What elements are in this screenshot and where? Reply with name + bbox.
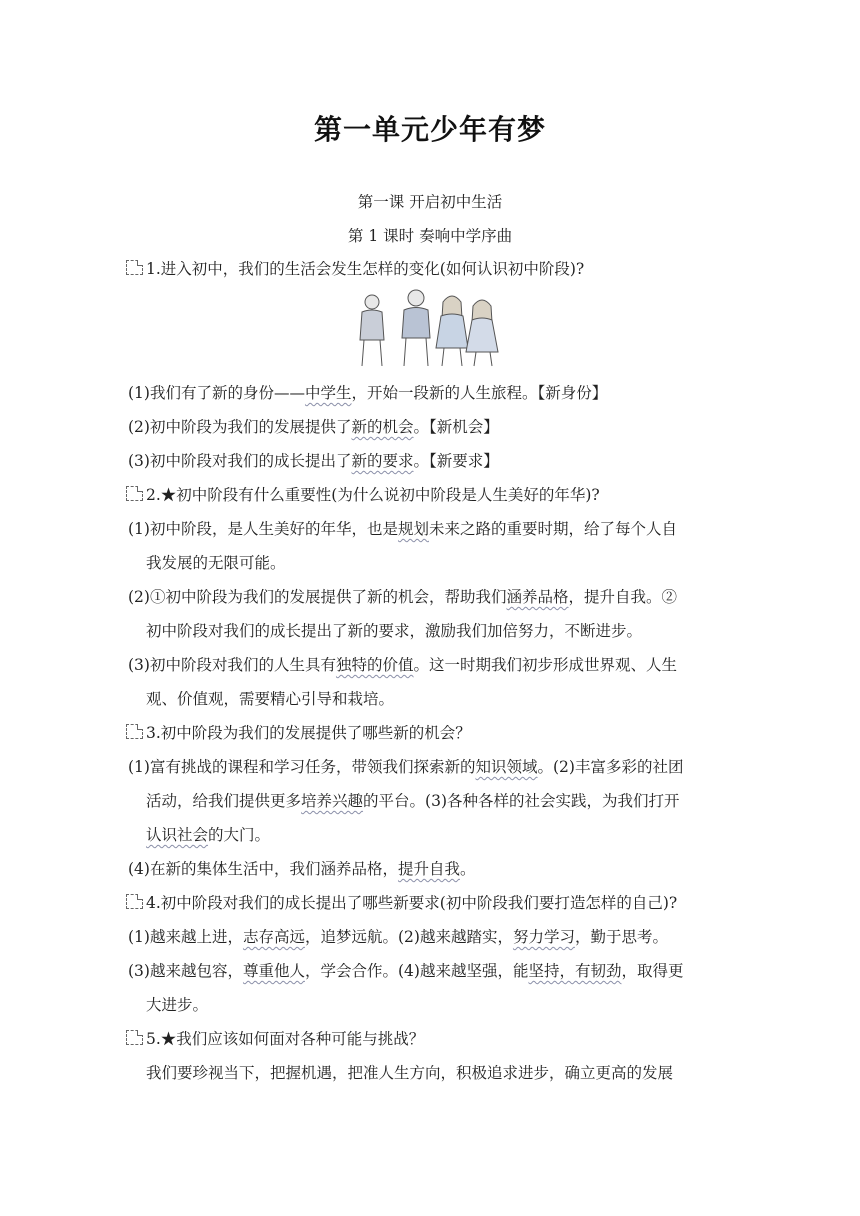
answer-4-line-1 (128, 927, 668, 947)
key-term: 知识领域 (475, 758, 538, 776)
question-2-text: 2.★初中阶段有什么重要性(为什么说初中阶段是人生美好的年华)? (146, 486, 600, 504)
text-segment: (1)我们有了新的身份—— (128, 384, 305, 402)
question-4-text: 4.初中阶段对我们的成长提出了哪些新要求(初中阶段我们要打造怎样的自己)? (146, 894, 678, 912)
question-3-text: 3.初中阶段为我们的发展提供了哪些新的机会？ (146, 724, 471, 742)
text-segment: (1)富有挑战的课程和学习任务，带领我们探索新的 (128, 758, 476, 776)
text-segment: (3)初中阶段对我们的人生具有 (128, 656, 336, 674)
answer-2-line-6: 观、价值观，需要精心引导和栽培。 (146, 690, 395, 708)
answer-1-2 (128, 417, 499, 437)
question-4 (126, 893, 677, 913)
text-segment: 。【新要求】 (413, 452, 499, 470)
key-term: 新的要求 (351, 452, 414, 470)
key-term: 志存高远 (242, 928, 305, 946)
key-term: 涵养品格 (506, 588, 569, 606)
text-segment: 未来之路的重要时期，给了每个人自 (428, 520, 677, 538)
lesson-title: 第一课 开启初中生活 (357, 193, 503, 211)
text-segment: (1)越来越上进， (128, 928, 243, 946)
question-2 (126, 485, 600, 505)
key-term: 提升自我 (397, 860, 460, 878)
text-segment: ，提升自我。② (568, 588, 677, 606)
answer-5-line-1: 我们要珍视当下，把握机遇，把准人生方向，积极追求进步，确立更高的发展 (146, 1064, 674, 1082)
text-segment: (3)越来越包容， (128, 962, 243, 980)
text-segment: (2)①初中阶段为我们的发展提供了新的机会，帮助我们 (128, 588, 507, 606)
key-term: 新的机会 (351, 418, 414, 436)
text-segment: ，勤于思考。 (574, 928, 668, 946)
text-segment: ，学会合作。(4)越来越坚强，能 (304, 962, 529, 980)
key-term: 尊重他人 (242, 962, 305, 980)
text-segment: 。(2)丰富多彩的社团 (537, 758, 684, 776)
answer-4-line-2 (128, 961, 683, 981)
text-segment: ，取得更 (621, 962, 684, 980)
checkbox-icon (126, 1030, 143, 1045)
answer-3-line-3 (146, 825, 270, 845)
key-term: 独特的价值 (335, 656, 414, 674)
answer-3-line-4 (128, 859, 476, 879)
answer-2-line-2: 我发展的无限可能。 (146, 554, 286, 572)
text-segment: 的平台。(3)各种各样的社会实践，为我们打开 (363, 792, 680, 810)
answer-1-3 (128, 451, 499, 471)
key-term: 中学生 (304, 384, 352, 402)
answer-4-line-3: 大进步。 (146, 996, 209, 1014)
key-term: 培养兴趣 (301, 792, 364, 810)
key-term: 认识社会 (146, 826, 209, 844)
answer-3-line-2 (146, 791, 680, 811)
question-1-text: 1.进入初中，我们的生活会发生怎样的变化(如何认识初中阶段)? (146, 260, 585, 278)
students-illustration (344, 288, 504, 368)
unit-title: 第一单元少年有梦 (313, 113, 546, 146)
key-term: 规划 (397, 520, 429, 538)
question-5 (126, 1029, 424, 1049)
question-1 (126, 259, 584, 279)
text-segment: 的大门。 (208, 826, 271, 844)
key-term: 努力学习 (512, 928, 575, 946)
text-segment: 。这一时期我们初步形成世界观、人生 (413, 656, 677, 674)
text-segment: (2)初中阶段为我们的发展提供了 (128, 418, 352, 436)
answer-3-line-1 (128, 757, 683, 777)
period-title: 第 1 课时 奏响中学序曲 (347, 227, 513, 245)
answer-2-line-3 (128, 587, 677, 607)
text-segment: 。【新机会】 (413, 418, 499, 436)
question-3 (126, 723, 471, 743)
text-segment: (3)初中阶段对我们的成长提出了 (128, 452, 352, 470)
checkbox-icon (126, 724, 143, 739)
text-segment: 活动，给我们提供更多 (146, 792, 302, 810)
text-segment: ，追梦远航。(2)越来越踏实， (304, 928, 513, 946)
text-segment: 。 (459, 860, 476, 878)
text-segment: ，开始一段新的人生旅程。【新身份】 (351, 384, 608, 402)
checkbox-icon (126, 894, 143, 909)
text-segment: (1)初中阶段，是人生美好的年华，也是 (128, 520, 398, 538)
checkbox-icon (126, 260, 143, 275)
answer-1-1 (128, 383, 607, 403)
key-term: 坚持，有韧劲 (528, 962, 622, 980)
checkbox-icon (126, 486, 143, 501)
question-5-text: 5.★我们应该如何面对各种可能与挑战？ (146, 1030, 425, 1048)
text-segment: (4)在新的集体生活中，我们涵养品格， (128, 860, 398, 878)
answer-2-line-5 (128, 655, 677, 675)
answer-2-line-1 (128, 519, 677, 539)
answer-2-line-4: 初中阶段对我们的成长提出了新的要求，激励我们加倍努力，不断进步。 (146, 622, 643, 640)
